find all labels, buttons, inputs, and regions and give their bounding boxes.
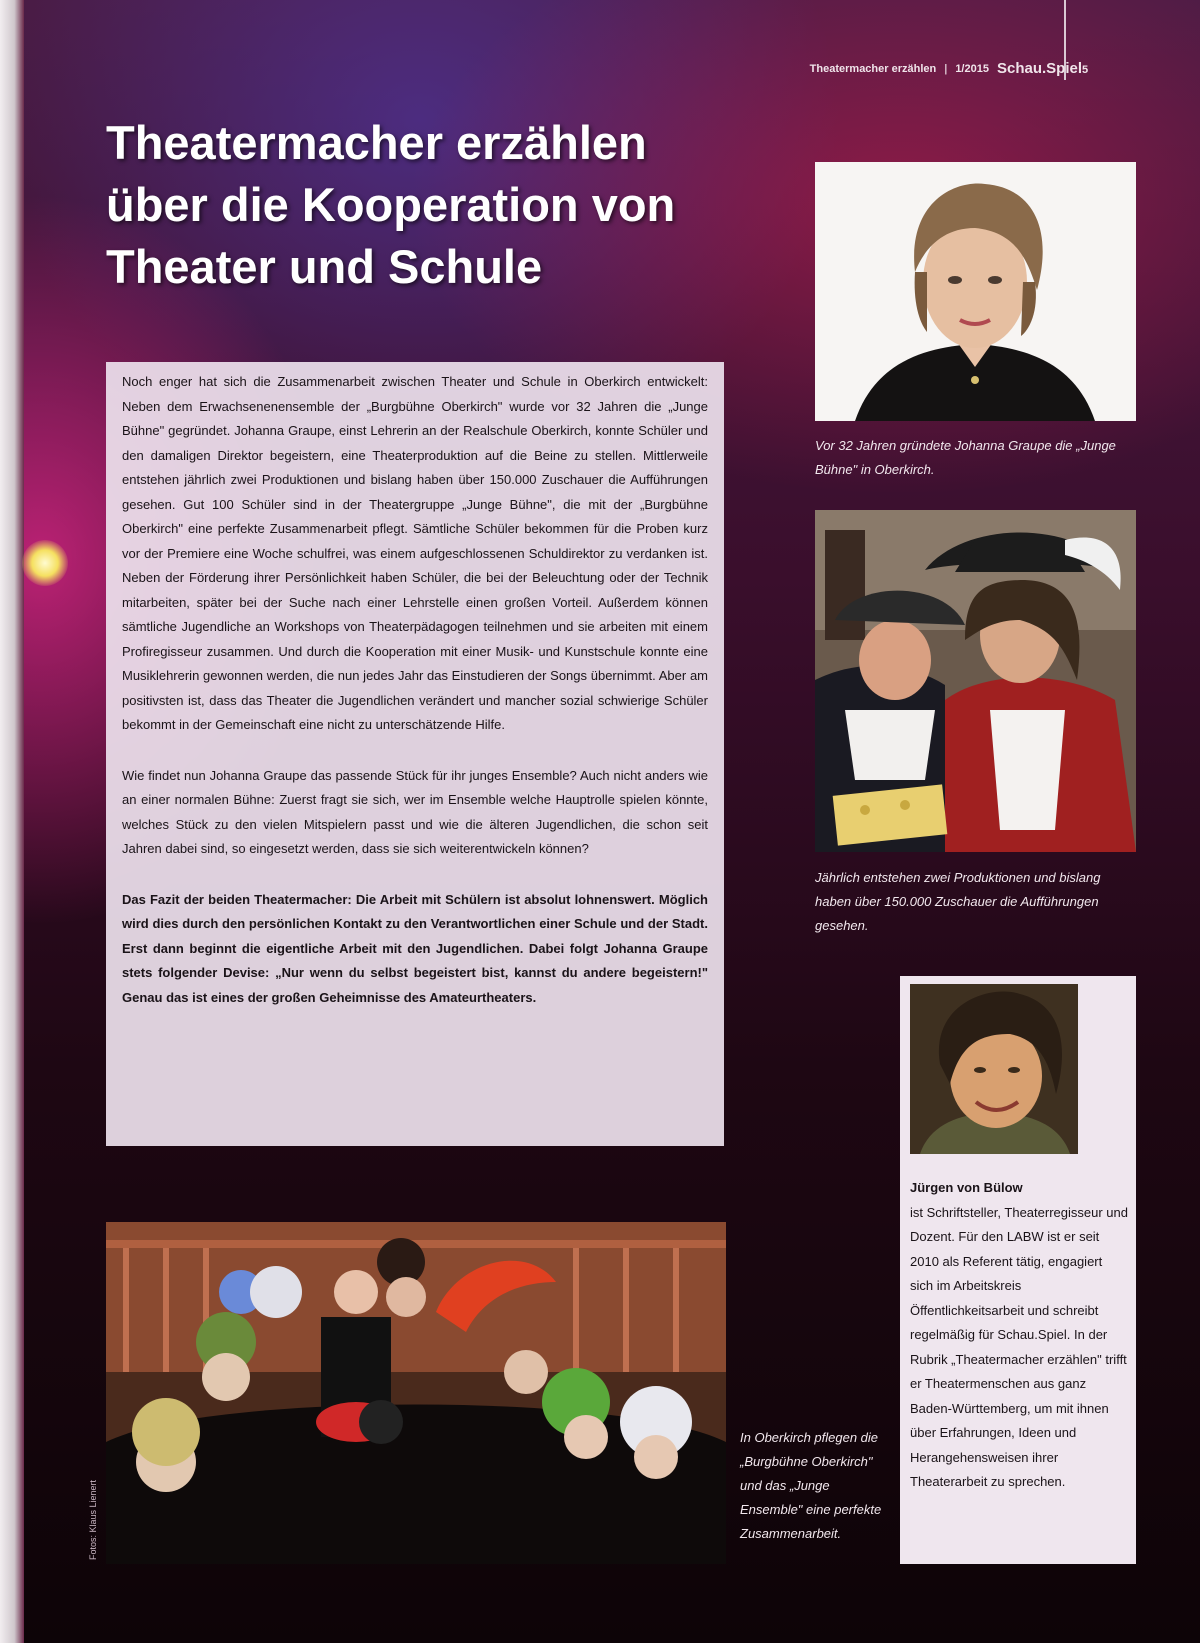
article-body (106, 362, 724, 1146)
page-gutter (0, 0, 24, 1643)
photo-ensemble-image (106, 1222, 726, 1564)
author-description: ist Schriftsteller, Theaterregisseur und Dozent. Für den LABW ist er seit 2010 als Referent tätig, engagiert sich im Arbeitskreis Öffentlichkeitsarbeit und schreibt regelmäßig für Schau.Spiel. In der Rubrik „Theatermacher erzählen" trifft er Theatermenschen aus ganz Baden-Württemberg, um mit ihnen über Erfahrungen, Ideen und Herangehensweisen ihrer Theaterarbeit zu sprechen. (910, 1204, 1128, 1489)
header-separator: | (944, 62, 948, 75)
article-paragraph-2: Wie findet nun Johanna Graupe das passende Stück für ihr junges Ensemble? Auch nicht anders wie an einer normalen Bühne: Zuerst fragt sie sich, wer im Ensemble welche Hauptrolle spielen könnte, welches Stück zu den vielen Mitspielern passt und wie die älteren Jugendlichen, die schon seit Jahren dabei sind, so eingesetzt werden, dass sie sich weiterentwickeln können? (122, 767, 708, 856)
photo-pirates (815, 510, 1136, 852)
header-section: Theatermacher erzählen (809, 62, 937, 75)
photo-pirates-image (815, 510, 1136, 852)
portrait-johanna-graupe (815, 162, 1136, 421)
photo-credit: Fotos: Klaus Lienert (88, 1479, 98, 1560)
photo-ensemble (106, 1222, 726, 1564)
caption-portrait-graupe: Vor 32 Jahren gründete Johanna Graupe die „Junge Bühne" in Oberkirch. (815, 438, 1116, 477)
header-issue: 1/2015 (955, 62, 989, 75)
article-conclusion: Das Fazit der beiden Theatermacher: Die Arbeit mit Schülern ist absolut lohnenswert. Möglich wird dies durch den persönlichen Kontakt zu den Verantwortlichen einer Schule und der Stadt. Erst dann beginnt die eigentliche Arbeit mit den Jugendlichen. Dabei folgt Johanna Graupe stets folgender Devise: „Nur wenn du selbst begeistert bist, kannst du andere begeistern!" Genau das ist eines der großen Geheimnisse des Amateurtheaters. (122, 891, 708, 1005)
author-name: Jürgen von Bülow (910, 1180, 1023, 1195)
article-paragraph-1: Noch enger hat sich die Zusammenarbeit zwischen Theater und Schule in Oberkirch entwickelt: Neben dem Erwachsenenensemble der „Burgbühne Oberkirch" wurde vor 32 Jahren die „Junge Bühne" gegründet. Johanna Graupe, einst Lehrerin an der Realschule Oberkirch, konnte Schüler und den damaligen Direktor begeistern, eine Theaterproduktion auf die Beine zu stellen. Mittlerweile entstehen jährlich zwei Produktionen und bislang haben über 150.000 Zuschauer die Aufführungen gesehen. Gut 100 Schüler sind in der Theatergruppe „Junge Bühne", die mit der „Burgbühne Oberkirch" eine perfekte Zusammenarbeit pflegt. Sämtliche Schüler bekommen für die Proben kurz vor der Premiere eine Woche schulfrei, was einem aufgeschlossenen Schuldirektor zu verdanken ist. Neben der Förderung ihrer Persönlichkeit haben Schüler, die bei der Beleuchtung oder der Technik mitarbeiten, später bei der Suche nach einer Lehrstelle einen großen Vorteil. Außerdem können sämtliche Jugendliche an Workshops von Theaterpädagogen teilnehmen und sie arbeiten mit einem Profiregisseur zusammen. Und durch die Kooperation mit einer Musik- und Kunstschule konnte eine Musiklehrerin gewonnen werden, die nun jedes Jahr das Einstudieren der Songs übernimmt. Aber am positivsten ist, dass das Theater die Jugendlichen verändert und mancher sozial schwierige Schüler bekommt in der Gemeinschaft eine nicht zu unterschätzende Hilfe. (122, 374, 708, 732)
portrait-juergen-von-buelow-image (910, 984, 1078, 1154)
page-number: 5 (1082, 64, 1089, 76)
caption-ensemble: In Oberkirch pflegen die „Burgbühne Oberkirch" und das „Junge Ensemble" eine perfekte Zusammenarbeit. (740, 1430, 882, 1541)
title-line-3: Theater und Schule (106, 240, 543, 293)
title-line-2: über die Kooperation von (106, 178, 676, 231)
portrait-johanna-graupe-image (815, 162, 1136, 421)
title-line-1: Theatermacher erzählen (106, 116, 647, 169)
header-magazine: Schau.Spiel (996, 60, 1082, 77)
author-bio (910, 1176, 1128, 1495)
caption-pirates: Jährlich entstehen zwei Produktionen und bislang haben über 150.000 Zuschauer die Aufführungen gesehen. (815, 870, 1101, 933)
running-header (810, 60, 1082, 77)
portrait-juergen-von-buelow (910, 984, 1078, 1154)
article-title (106, 112, 746, 298)
stage-light (22, 540, 68, 586)
